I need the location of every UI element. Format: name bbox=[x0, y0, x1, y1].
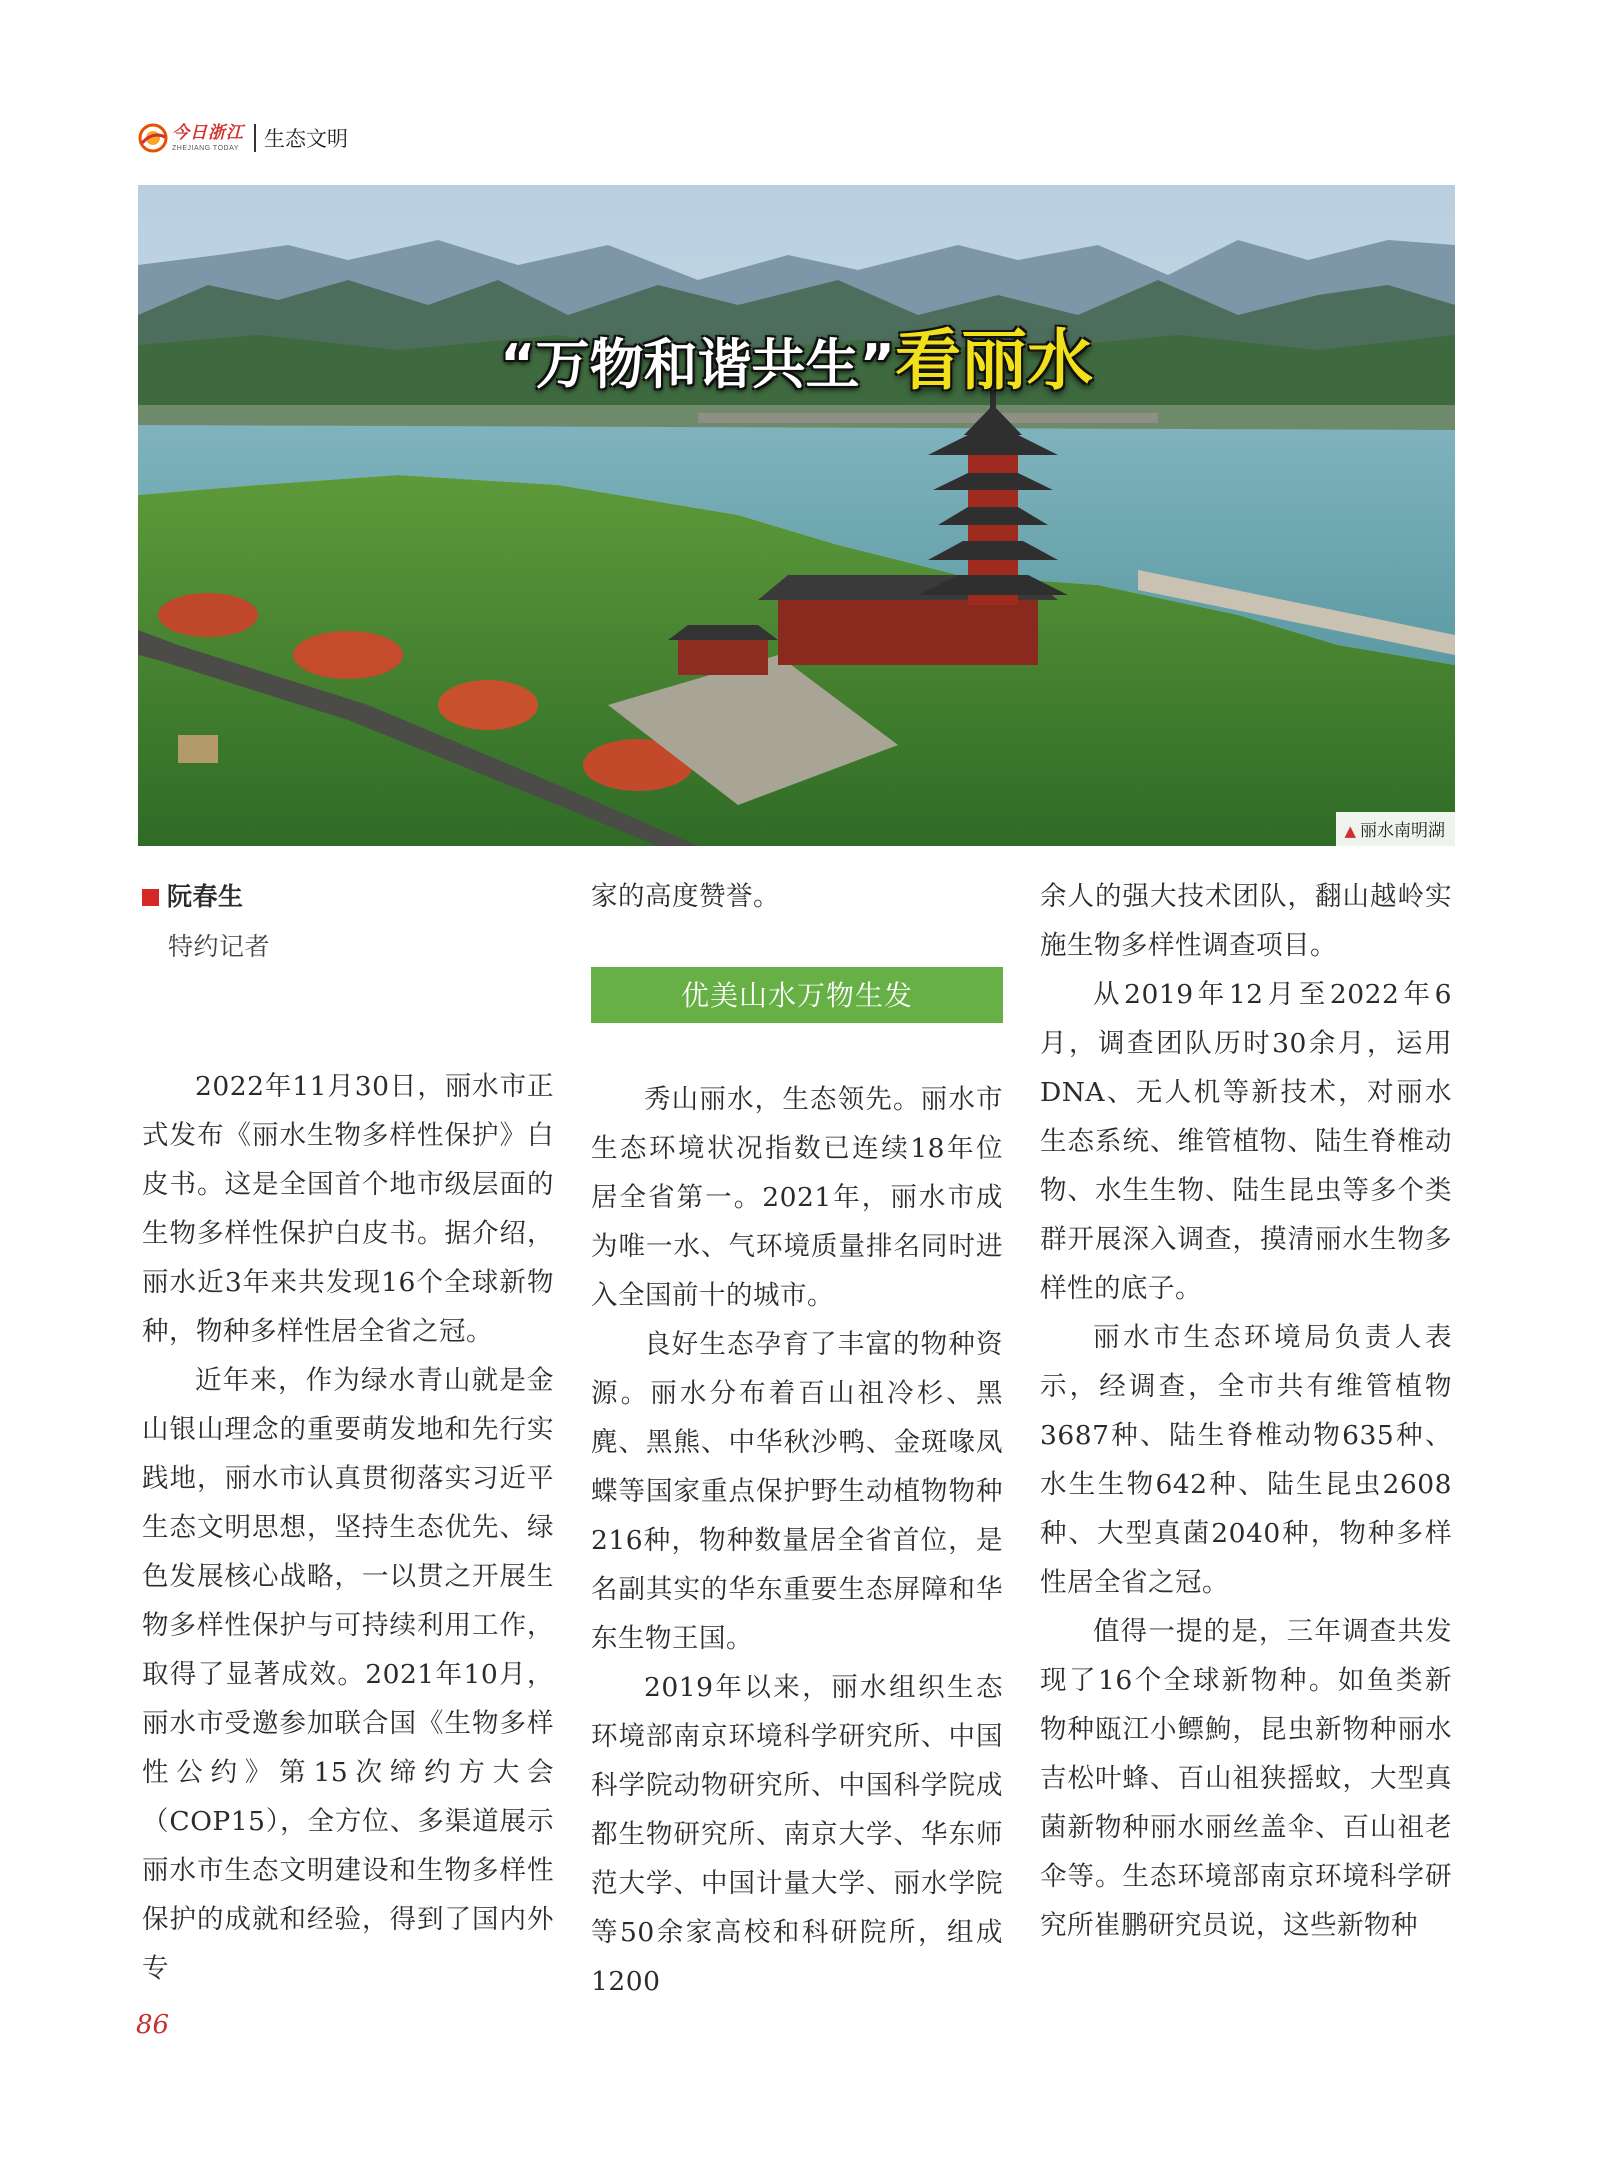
hero-photo bbox=[138, 185, 1455, 846]
magazine-header bbox=[138, 118, 348, 158]
page-number: 86 bbox=[136, 2010, 170, 2040]
column-1 bbox=[142, 872, 554, 1993]
paragraph: 丽水市生态环境局负责人表示，经调查，全市共有维管植物3687种、陆生脊椎动物635种、水生生物642种、陆生昆虫2608种、大型真菌2040种，物种多样性居全省之冠。 bbox=[1040, 1322, 1452, 1598]
author-marker-icon bbox=[142, 889, 159, 906]
hero-title bbox=[138, 307, 1455, 402]
logo bbox=[172, 122, 244, 152]
logo-text-en: ZHEJIANG TODAY bbox=[172, 144, 239, 152]
paragraph: 值得一提的是，三年调查共发现了16个全球新物种。如鱼类新物种瓯江小鳔鮈，昆虫新物种丽水吉松叶蜂、百山祖狭摇蚊，大型真菌新物种丽水丽丝盖伞、百山祖老伞等。生态环境部南京环境科学研究所崔鹏研究员说，这些新物种 bbox=[1040, 1616, 1452, 1941]
caption-text: 丽水南明湖 bbox=[1360, 821, 1445, 841]
paragraph-continued: 余人的强大技术团队，翻山越岭实施生物多样性调查项目。 bbox=[1040, 881, 1452, 961]
logo-text-cn: 今日浙江 bbox=[172, 122, 244, 143]
author-name: 阮春生 bbox=[142, 872, 554, 922]
column-3 bbox=[1040, 872, 1452, 1950]
triangle-icon: ▲ bbox=[1344, 822, 1356, 840]
photo-caption bbox=[1336, 812, 1455, 846]
paragraph: 近年来，作为绿水青山就是金山银山理念的重要萌发地和先行实践地，丽水市认真贯彻落实习近平生态文明思想，坚持生态优先、绿色发展核心战略，一以贯之开展生物多样性保护与可持续利用工作，取得了显著成效。2021年10月，丽水市受邀参加联合国《生物多样性公约》第15次缔约方大会（COP15），全方位、多渠道展示丽水市生态文明建设和生物多样性保护的成就和经验，得到了国内外专 bbox=[142, 1365, 554, 1984]
paragraph: 秀山丽水，生态领先。丽水市生态环境状况指数已连续18年位居全省第一。2021年，丽水市成为唯一水、气环境质量排名同时进入全国前十的城市。 bbox=[591, 1084, 1003, 1311]
hero-title-quote: “万物和谐共生” bbox=[500, 333, 895, 396]
header-divider bbox=[254, 124, 256, 152]
section-title: 生态文明 bbox=[264, 127, 348, 151]
column-2 bbox=[591, 872, 1003, 2006]
paragraph: 从2019年12月至2022年6月，调查团队历时30余月，运用DNA、无人机等新技术，对丽水生态系统、维管植物、陆生脊椎动物、水生生物、陆生昆虫等多个类群开展深入调查，摸清丽水生物多样性的底子。 bbox=[1040, 979, 1452, 1304]
subheading: 优美山水万物生发 bbox=[591, 967, 1003, 1023]
author-title: 特约记者 bbox=[168, 932, 271, 961]
paragraph: 2022年11月30日，丽水市正式发布《丽水生物多样性保护》白皮书。这是全国首个地市级层面的生物多样性保护白皮书。据介绍，丽水近3年来共发现16个全球新物种，物种多样性居全省之冠。 bbox=[142, 1071, 554, 1347]
paragraph-continued: 家的高度赞誉。 bbox=[591, 881, 780, 912]
lake-pagoda-illustration bbox=[138, 185, 1455, 846]
paragraph: 良好生态孕育了丰富的物种资源。丽水分布着百山祖冷杉、黑麂、黑熊、中华秋沙鸭、金斑喙凤蝶等国家重点保护野生动植物物种216种，物种数量居全省首位，是名副其实的华东重要生态屏障和华东生物王国。 bbox=[591, 1329, 1003, 1654]
logo-icon bbox=[138, 123, 168, 153]
paragraph: 2019年以来，丽水组织生态环境部南京环境科学研究所、中国科学院动物研究所、中国科学院成都生物研究所、南京大学、华东师范大学、中国计量大学、丽水学院等50余家高校和科研院所，组成1200 bbox=[591, 1672, 1003, 1997]
hero-title-highlight: 看丽水 bbox=[894, 322, 1093, 399]
